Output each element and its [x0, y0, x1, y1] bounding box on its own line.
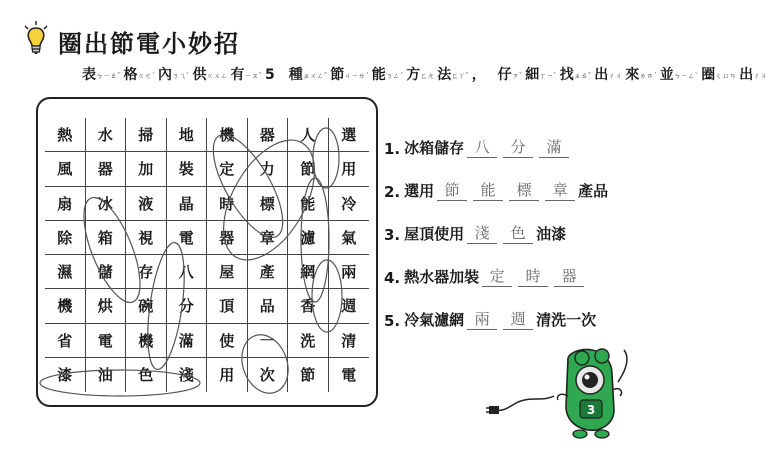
grid-cell[interactable]: 電 [167, 221, 208, 255]
instruction-char: 格 [123, 67, 138, 83]
instruction-char: 出 [739, 67, 754, 83]
grid-cell[interactable]: 扇 [45, 187, 86, 221]
plug-icon [486, 406, 499, 414]
instruction-char: 能 [371, 67, 386, 83]
mascot-label: 3 [586, 403, 596, 417]
grid-cell[interactable]: 色 [126, 358, 167, 392]
instruction-char: ， [471, 67, 486, 83]
grid-cell[interactable]: 用 [207, 358, 248, 392]
instruction-char: 種 [288, 67, 303, 83]
answer-blank[interactable]: 標 [509, 174, 539, 201]
grid-cell[interactable]: 一 [248, 324, 289, 358]
grid-cell[interactable]: 油 [86, 358, 127, 392]
grid-cell[interactable]: 加 [126, 152, 167, 186]
zhuyin: ㄐㄧㄝˊ [344, 72, 369, 80]
grid-cell[interactable]: 產 [248, 255, 289, 289]
grid-cell[interactable]: 熱 [45, 118, 86, 152]
zhuyin: ㄈㄚˇ [451, 72, 469, 80]
grid-cell[interactable]: 掃 [126, 118, 167, 152]
zhuyin: ㄍㄨㄥ [206, 72, 228, 80]
grid-cell[interactable]: 冷 [329, 187, 370, 221]
question-3 [384, 214, 566, 244]
instruction-char: 圈 [701, 67, 716, 83]
grid-cell[interactable]: 力 [248, 152, 289, 186]
zhuyin: ㄋㄟˋ [172, 72, 190, 80]
question-5 [384, 300, 596, 330]
instruction-char: 5 [265, 67, 275, 83]
zhuyin: ㄈㄤ [420, 72, 435, 80]
question-text: 選用 [404, 182, 435, 200]
question-suffix: 油漆 [536, 225, 567, 243]
instruction-char: 出 [594, 67, 609, 83]
question-number: 5. [384, 312, 401, 330]
grid-cell[interactable]: 洗 [288, 324, 329, 358]
grid-cell[interactable]: 省 [45, 324, 86, 358]
question-text: 熱水器加裝 [404, 268, 480, 286]
question-number: 3. [384, 226, 401, 244]
instruction-char: 內 [158, 67, 172, 83]
grid-cell[interactable]: 水 [86, 118, 127, 152]
instruction-char: 有 [230, 67, 245, 83]
question-1 [384, 128, 572, 158]
answer-blank[interactable]: 時 [518, 260, 548, 287]
grid-cell[interactable]: 八 [167, 255, 208, 289]
zhuyin: ㄓㄠˇ [573, 72, 592, 80]
grid-cell[interactable]: 濕 [45, 255, 86, 289]
grid-cell[interactable]: 儲 [86, 255, 127, 289]
grid-cell[interactable]: 液 [126, 187, 167, 221]
instruction-char: 並 [659, 67, 674, 83]
question-text: 屋頂使用 [404, 225, 465, 243]
grid-cell[interactable]: 器 [207, 221, 248, 255]
zhuyin: ㄒㄧˋ [539, 72, 557, 80]
zhuyin: ㄔㄨ [753, 72, 768, 80]
energy-meter-mascot [484, 340, 634, 445]
grid-cell[interactable]: 視 [126, 221, 167, 255]
grid-cell[interactable]: 淺 [167, 358, 208, 392]
grid-cell[interactable]: 分 [167, 289, 208, 323]
grid-cell[interactable]: 節 [288, 152, 329, 186]
lightbulb-icon [22, 20, 50, 56]
grid-cell[interactable]: 箱 [86, 221, 127, 255]
grid-cell[interactable]: 濾 [288, 221, 329, 255]
answer-blank[interactable]: 滿 [539, 131, 569, 158]
grid-cell[interactable]: 地 [167, 118, 208, 152]
answer-blank[interactable]: 淺 [467, 217, 497, 244]
grid-cell[interactable]: 時 [207, 187, 248, 221]
zhuyin: ㄓㄨㄥˇ [302, 72, 328, 80]
question-suffix: 清洗一次 [536, 311, 597, 329]
answer-blank[interactable]: 器 [554, 260, 584, 287]
grid-cell[interactable]: 機 [207, 118, 248, 152]
answer-blank[interactable]: 分 [503, 131, 533, 158]
grid-cell[interactable]: 用 [329, 152, 370, 186]
instruction-char: 法 [437, 67, 452, 83]
zhuyin: ㄗˇ [511, 72, 523, 80]
plug-cord [496, 396, 554, 410]
question-number: 2. [384, 183, 401, 201]
grid-cell[interactable]: 除 [45, 221, 86, 255]
instruction-text [82, 64, 770, 84]
instruction-char: 供 [192, 67, 207, 83]
grid-cell[interactable]: 章 [248, 221, 289, 255]
grid-cell[interactable]: 兩 [329, 255, 370, 289]
grid-cell[interactable]: 節 [288, 358, 329, 392]
grid-cell[interactable]: 氣 [329, 221, 370, 255]
grid-cell[interactable]: 滿 [167, 324, 208, 358]
grid-cell[interactable]: 使 [207, 324, 248, 358]
grid-cell[interactable]: 定 [207, 152, 248, 186]
instruction-char: 仔 [497, 67, 512, 83]
answer-blank[interactable]: 週 [503, 303, 533, 330]
zhuyin: ㄋㄥˊ [385, 72, 404, 80]
page-title: 圈出節電小妙招 [58, 30, 240, 58]
grid-cell[interactable]: 晶 [167, 187, 208, 221]
word-search-grid [45, 118, 369, 392]
grid-cell[interactable]: 電 [341, 366, 357, 385]
answer-blank[interactable]: 節 [437, 174, 467, 201]
grid-cell[interactable]: 冰 [86, 187, 127, 221]
instruction-char: 方 [406, 67, 421, 83]
zhuyin: ㄧㄡˇ [244, 72, 262, 80]
instruction-char: 表 [82, 67, 96, 83]
question-text: 冷氣濾網 [404, 311, 465, 329]
grid-cell[interactable]: 標 [248, 187, 289, 221]
grid-cell[interactable]: 清 [329, 324, 370, 358]
grid-cell[interactable]: 存 [126, 255, 167, 289]
answer-blank[interactable]: 章 [545, 174, 575, 201]
zhuyin: ㄍㄜˊ [137, 72, 155, 80]
grid-cell[interactable]: 器 [86, 152, 127, 186]
zhuyin: ㄔㄨ [608, 72, 623, 80]
grid-cell[interactable]: 頂 [207, 289, 248, 323]
question-number: 1. [384, 140, 401, 158]
question-suffix: 產品 [578, 182, 609, 200]
zhuyin: ㄑㄩㄢ [715, 72, 737, 80]
answer-blank[interactable]: 能 [473, 174, 503, 201]
grid-cell[interactable]: 機 [45, 289, 86, 323]
instruction-char: 細 [525, 67, 540, 83]
grid-cell[interactable]: 機 [126, 324, 167, 358]
grid-cell[interactable]: 電 [86, 324, 127, 358]
question-number: 4. [384, 269, 401, 287]
zhuyin: ㄅㄧㄠˇ [96, 72, 121, 80]
grid-cell[interactable]: 週 [329, 289, 370, 323]
instruction-char: 找 [559, 67, 574, 83]
answer-blank[interactable]: 兩 [467, 303, 497, 330]
grid-cell[interactable]: 網 [288, 255, 329, 289]
question-2 [384, 171, 608, 201]
grid-cell[interactable]: 裝 [167, 152, 208, 186]
instruction-char: 來 [625, 67, 640, 83]
grid-cell[interactable]: 能 [288, 187, 329, 221]
grid-cell[interactable]: 選 [329, 118, 370, 152]
answer-blank[interactable]: 定 [482, 260, 512, 287]
grid-cell[interactable]: 次 [248, 358, 289, 392]
grid-cell[interactable]: 風 [45, 152, 86, 186]
instruction-char: 節 [330, 67, 345, 83]
grid-cell[interactable]: 器 [248, 118, 289, 152]
grid-cell[interactable]: 香 [288, 289, 329, 323]
grid-cell[interactable]: 屋 [207, 255, 248, 289]
question-4 [384, 257, 587, 287]
grid-cell[interactable]: 碗 [126, 289, 167, 323]
answer-blank[interactable]: 八 [467, 131, 497, 158]
grid-cell[interactable]: 烘 [86, 289, 127, 323]
grid-cell[interactable]: 品 [248, 289, 289, 323]
grid-cell[interactable]: 漆 [45, 358, 86, 392]
zhuyin: ㄌㄞˊ [639, 72, 657, 80]
zhuyin: ㄅㄧㄥˋ [673, 72, 699, 80]
question-text: 冰箱儲存 [404, 139, 465, 157]
answer-blank[interactable]: 色 [503, 217, 533, 244]
grid-cell[interactable]: 人 [288, 118, 329, 152]
